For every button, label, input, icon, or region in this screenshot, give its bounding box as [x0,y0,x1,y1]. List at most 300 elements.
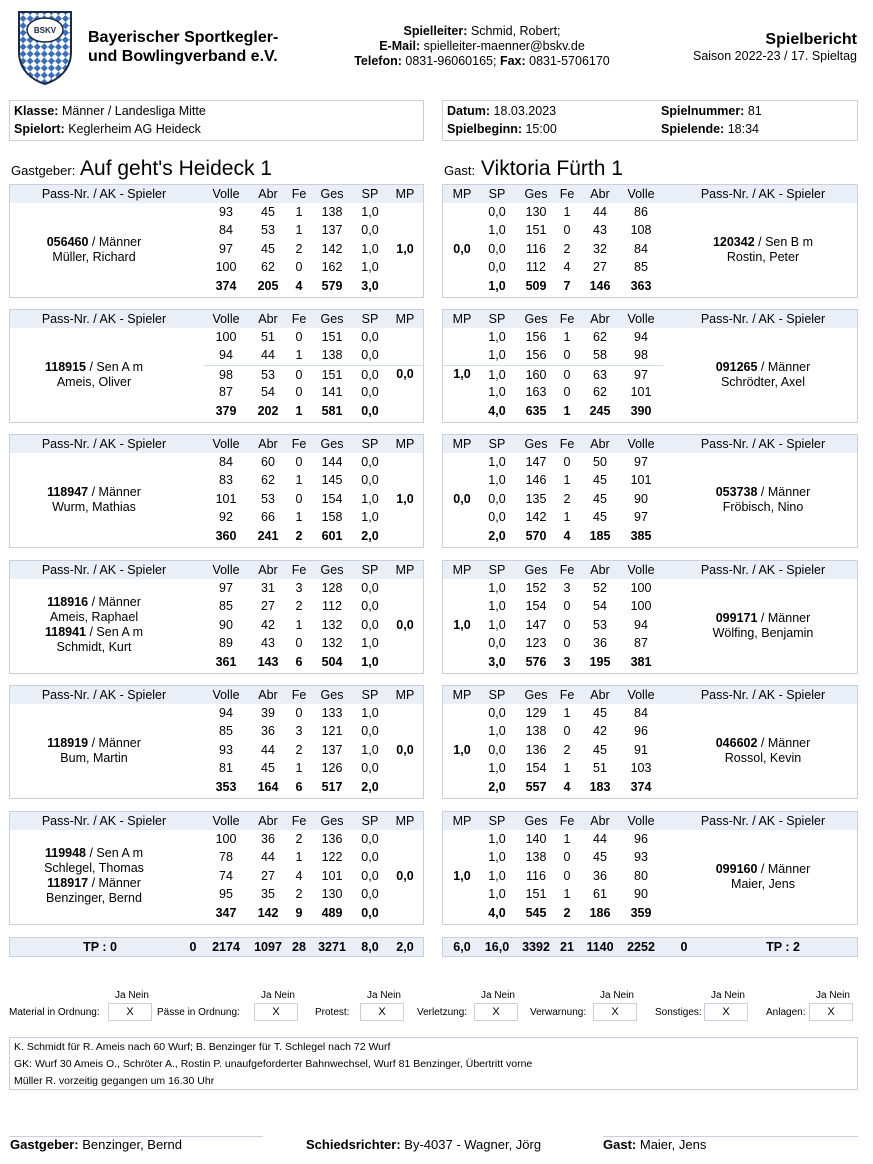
cell-abr: 32 [593,241,607,256]
home-signature-label: Gastgeber: [10,1137,79,1152]
home-game-panel [9,560,424,674]
column-header-player: Pass-Nr. / AK - Spieler [41,688,167,702]
player-block [673,485,853,515]
cell-volle: 97 [634,455,648,469]
phone-value: 0831-96060165; [405,54,497,68]
column-header-sp: SP [361,312,379,326]
cell-volle: 97 [219,581,233,595]
player-pass-line [14,625,174,640]
away-game-panel [442,309,858,423]
cell-ges: 517 [321,779,343,794]
cell-abr: 164 [257,779,279,794]
away-team-name: Viktoria Fürth 1 [480,157,623,180]
cell-volle: 91 [634,742,648,757]
cell-abr: 66 [261,510,275,525]
away-game-panel [442,811,858,925]
cell-ges: 132 [321,617,343,632]
home-game-panel [9,184,424,298]
column-header-volle: Volle [212,437,240,451]
cell-volle: 97 [634,367,648,382]
cell-ges: 581 [321,403,343,418]
cell-fe: 1 [563,403,571,418]
season-label: Saison 2022-23 / 17. Spieltag [692,49,857,63]
cell-sp: 1,0 [488,348,506,363]
player-block [14,595,174,655]
column-header-ges: Ges [320,688,344,702]
column-header-fe: Fe [559,814,575,828]
column-header-volle: Volle [212,563,240,577]
cell-abr: 53 [261,223,275,238]
player-age-class: / Männer [757,611,811,625]
cell-volle: 90 [634,887,648,902]
player-pass-line [14,235,174,250]
remark-line: GK: Wurf 30 Ameis O., Schröter A., Rostin P. unaufgeforderter Bahnwechsel, Wurf 81 Benzinger, Übertritt vorne [14,1058,533,1070]
flag-checkbox[interactable]: X [254,1003,298,1021]
home-total-fe: 28 [292,940,306,954]
player-age-class: / Männer [88,876,141,890]
column-header [10,812,423,830]
match-point-result: 0,0 [453,242,471,256]
home-team-label: Gastgeber: [11,163,76,178]
class-label: Klasse: [14,104,59,118]
score-sum-row [10,402,423,420]
cell-volle: 84 [634,706,648,720]
venue-value: Keglerheim AG Heideck [68,122,201,136]
cell-ges: 154 [525,761,547,776]
cell-fe: 1 [563,706,571,720]
cell-volle: 85 [219,599,233,614]
match-point-result: 0,0 [453,492,471,506]
cell-volle: 361 [215,654,237,669]
cell-abr: 63 [593,367,607,382]
email-value[interactable]: spielleiter-maenner@bskv.de [423,39,585,53]
cell-fe: 0 [295,491,303,506]
column-header-player: Pass-Nr. / AK - Spieler [41,187,167,201]
column-header [443,686,857,704]
column-header [443,310,857,328]
cell-abr: 27 [261,599,275,614]
cell-fe: 1 [295,617,303,632]
player-name: Benzinger, Bernd [46,891,142,905]
cell-ges: 151 [321,330,343,344]
player-age-class: / Männer [757,485,811,499]
flag-yes-no-header: Ja Nein [816,990,850,1001]
venue-label: Spielort: [14,122,65,136]
cell-volle: 98 [219,367,233,382]
player-age-class: / Sen A m [86,846,143,860]
cell-volle: 360 [215,528,237,543]
cell-abr: 62 [593,330,607,344]
player-pass-number: 053738 [715,485,758,499]
away-total-tp: TP : 2 [766,940,800,954]
column-header-fe: Fe [291,814,307,828]
cell-ges: 138 [525,724,547,739]
cell-sp: 0,0 [361,330,379,344]
cell-sp: 1,0 [488,367,506,382]
cell-sp: 0,0 [488,491,506,506]
cell-abr: 35 [261,887,275,902]
cell-volle: 90 [634,491,648,506]
column-header [10,185,423,203]
column-header-ges: Ges [320,187,344,201]
column-header-player: Pass-Nr. / AK - Spieler [41,312,167,326]
player-age-class: / Männer [88,485,141,499]
cell-volle: 100 [215,832,237,846]
cell-volle: 93 [219,205,233,219]
cell-volle: 93 [219,742,233,757]
contact-block [300,24,664,69]
end-label: Spielende: [661,122,725,136]
cell-volle: 374 [215,278,237,293]
column-header-fe: Fe [559,563,575,577]
column-header-ges: Ges [524,688,548,702]
player-pass-number: 099160 [715,862,758,876]
match-point-result: 1,0 [396,492,414,506]
flag-checkbox[interactable]: X [809,1003,853,1021]
cell-fe: 7 [563,278,571,293]
home-total-sp: 8,0 [361,940,379,954]
away-totals-bar [442,937,858,957]
away-game-panel [442,434,858,548]
player-age-class: / Sen A m [86,625,143,639]
cell-sp: 2,0 [361,779,379,794]
cell-abr: 44 [261,348,275,363]
cell-volle: 385 [630,528,652,543]
flag-label: Verletzung: [417,1007,468,1018]
cell-fe: 2 [563,742,571,757]
column-header-abr: Abr [258,814,278,828]
cell-ges: 160 [525,367,547,382]
player-pass-number: 119948 [44,846,87,860]
cell-ges: 137 [321,742,343,757]
home-game-panel [9,811,424,925]
cell-ges: 579 [321,278,343,293]
column-header-fe: Fe [559,312,575,326]
cell-volle: 100 [630,581,652,595]
phone-label: Telefon: [354,54,402,68]
cell-volle: 101 [630,473,652,488]
cell-ges: 132 [321,636,343,651]
match-number-label: Spielnummer: [661,104,745,118]
column-header-sp: SP [488,688,506,702]
cell-abr: 186 [589,905,611,920]
player-pass-line [14,485,174,500]
cell-volle: 84 [219,455,233,469]
column-header-abr: Abr [590,437,610,451]
cell-ges: 152 [525,581,547,595]
score-sum-row [10,904,423,922]
column-header-ges: Ges [320,312,344,326]
column-header-player: Pass-Nr. / AK - Spieler [700,563,826,577]
cell-volle: 80 [634,868,648,883]
cell-ges: 489 [321,905,343,920]
cell-ges: 112 [526,260,546,275]
player-name: Ameis, Oliver [56,375,132,389]
cell-abr: 53 [593,617,607,632]
column-header [443,185,857,203]
column-header-player: Pass-Nr. / AK - Spieler [700,187,826,201]
cell-fe: 0 [563,385,571,400]
column-header-abr: Abr [258,187,278,201]
column-header [10,435,423,453]
cell-ges: 151 [321,367,343,382]
cell-fe: 1 [563,832,571,846]
column-header-sp: SP [361,814,379,828]
cell-ges: 145 [321,473,343,488]
player-block [673,360,853,390]
away-team-label: Gast: [444,163,476,178]
column-header [443,561,857,579]
referee-signature [306,1137,541,1153]
cell-ges: 130 [525,205,547,219]
cell-ges: 133 [321,706,343,720]
flag-checkbox[interactable]: X [593,1003,637,1021]
cell-sp: 0,0 [488,742,506,757]
cell-ges: 504 [321,654,343,669]
column-header-ges: Ges [320,814,344,828]
cell-ges: 130 [321,887,343,902]
cell-fe: 0 [563,636,571,651]
column-header-sp: SP [488,563,506,577]
cell-abr: 44 [261,850,275,865]
cell-volle: 94 [219,348,233,363]
score-sum-row [443,277,857,295]
player-block [673,235,853,265]
column-header-abr: Abr [590,187,610,201]
cell-fe: 1 [295,473,303,488]
column-header-sp: SP [361,187,379,201]
cell-ges: 601 [321,528,343,543]
cell-sp: 1,0 [488,223,506,238]
cell-abr: 143 [257,654,279,669]
home-totals-bar [9,937,424,957]
player-pass-number: 118941 [44,625,87,639]
player-block [14,846,174,906]
cell-ges: 101 [321,868,343,883]
cell-ges: 137 [321,223,343,238]
cell-ges: 138 [321,348,343,363]
column-header-fe: Fe [291,312,307,326]
away-total-fe: 21 [560,940,574,954]
cell-volle: 90 [219,617,233,632]
cell-sp: 0,0 [361,348,379,363]
cell-ges: 116 [526,241,546,256]
flag-yes-no-header: Ja Nein [600,990,634,1001]
cell-ges: 138 [321,205,343,219]
cell-sp: 0,0 [361,887,379,902]
cell-abr: 43 [593,223,607,238]
score-sum-row [443,778,857,796]
column-header-ges: Ges [524,187,548,201]
cell-sp: 2,0 [488,528,506,543]
cell-fe: 1 [295,205,303,219]
score-row [10,203,423,221]
cell-fe: 2 [295,528,303,543]
cell-abr: 45 [261,205,275,219]
column-header-player: Pass-Nr. / AK - Spieler [41,563,167,577]
cell-ges: 545 [525,905,547,920]
cell-sp: 2,0 [488,779,506,794]
column-header-volle: Volle [627,187,655,201]
column-header-abr: Abr [258,688,278,702]
column-header-mp: MP [452,688,472,702]
cell-fe: 1 [295,223,303,238]
cell-volle: 84 [219,223,233,238]
start-label: Spielbeginn: [447,122,522,136]
cell-sp: 1,0 [488,617,506,632]
cell-volle: 96 [634,832,648,846]
start-value: 15:00 [525,122,557,136]
flag-checkbox[interactable]: X [108,1003,152,1021]
cell-sp: 1,0 [488,887,506,902]
column-header-player: Pass-Nr. / AK - Spieler [700,688,826,702]
match-point-result: 1,0 [453,743,471,757]
column-header-volle: Volle [627,688,655,702]
cell-volle: 94 [634,617,648,632]
cell-ges: 140 [525,832,547,846]
cell-abr: 195 [589,654,611,669]
column-header [10,561,423,579]
cell-fe: 0 [563,599,571,614]
away-total-zero: 0 [680,940,688,954]
cell-sp: 0,0 [361,455,379,469]
cell-sp: 0,0 [361,905,379,920]
player-pass-number: 120342 [712,235,755,249]
player-name: Wölfing, Benjamin [712,626,814,640]
column-header-sp: SP [361,563,379,577]
score-sum-row [10,778,423,796]
cell-fe: 1 [563,473,571,488]
cell-abr: 51 [261,330,275,344]
player-pass-line [673,611,853,626]
player-name: Schlegel, Thomas [44,861,144,875]
cell-fe: 4 [563,528,571,543]
cell-fe: 0 [563,617,571,632]
cell-sp: 0,0 [488,205,506,219]
cell-sp: 1,0 [361,241,379,256]
flag-checkbox[interactable]: X [360,1003,404,1021]
cell-sp: 0,0 [488,241,506,256]
home-game-panel [9,685,424,799]
cell-volle: 347 [215,905,237,920]
cell-ges: 158 [321,510,343,525]
player-pass-number: 056460 [46,235,89,249]
cell-sp: 0,0 [361,403,379,418]
column-header-mp: MP [395,437,415,451]
column-header-sp: SP [488,187,506,201]
player-age-class: / Männer [88,595,141,609]
cell-volle: 101 [215,491,237,506]
away-total-mp: 6,0 [453,940,471,954]
home-team-name: Auf geht's Heideck 1 [80,157,272,180]
home-total-mp: 2,0 [396,940,414,954]
cell-volle: 353 [215,779,237,794]
flag-checkbox[interactable]: X [704,1003,748,1021]
cell-abr: 36 [593,636,607,651]
match-point-result: 1,0 [453,367,471,381]
cell-fe: 6 [295,654,303,669]
cell-abr: 27 [261,868,275,883]
column-header-volle: Volle [627,814,655,828]
player-pass-number: 118917 [47,876,89,890]
match-time-box [442,100,858,141]
column-header-mp: MP [395,312,415,326]
home-game-panel [9,434,424,548]
player-name: Rostin, Peter [726,250,800,264]
column-header-fe: Fe [559,688,575,702]
score-row [443,704,857,722]
cell-sp: 0,0 [488,636,506,651]
cell-abr: 45 [593,742,607,757]
cell-fe: 0 [295,385,303,400]
player-name: Wurm, Mathias [52,500,136,514]
cell-fe: 2 [563,241,571,256]
cell-fe: 0 [563,868,571,883]
player-pass-line [673,235,853,250]
column-header-volle: Volle [627,312,655,326]
cell-sp: 1,0 [488,330,506,344]
column-header-sp: SP [488,437,506,451]
match-point-result: 0,0 [396,618,414,632]
cell-abr: 45 [593,473,607,488]
player-name: Rossol, Kevin [724,751,802,765]
cell-sp: 1,0 [488,385,506,400]
flag-checkbox[interactable]: X [474,1003,518,1021]
player-name: Ameis, Raphael [49,610,139,624]
column-header-ges: Ges [524,814,548,828]
cell-abr: 61 [593,887,607,902]
cell-sp: 1,0 [488,850,506,865]
fax-value: 0831-5706170 [529,54,610,68]
column-header-abr: Abr [590,814,610,828]
cell-abr: 185 [589,528,611,543]
player-name: Maier, Jens [731,877,795,891]
cell-ges: 557 [525,779,547,794]
column-header-fe: Fe [291,187,307,201]
cell-abr: 245 [589,403,611,418]
cell-ges: 128 [321,581,343,595]
cell-volle: 86 [634,205,648,219]
cell-sp: 1,0 [488,278,506,293]
cell-abr: 36 [593,868,607,883]
cell-volle: 78 [219,850,233,865]
cell-volle: 100 [215,260,237,275]
cell-sp: 1,0 [488,724,506,739]
column-header-mp: MP [452,312,472,326]
cell-abr: 44 [593,832,607,846]
flag-label: Protest: [315,1007,350,1018]
column-header-player: Pass-Nr. / AK - Spieler [700,437,826,451]
player-age-class: / Männer [88,235,142,249]
flag-label: Verwarnung: [530,1007,587,1018]
logo-text: BSKV [33,26,57,35]
association-name-line2: und Bowlingverband e.V. [88,48,278,65]
email-label: E-Mail: [379,39,421,53]
cell-volle: 87 [219,385,233,400]
cell-ges: 138 [525,850,547,865]
cell-fe: 0 [563,724,571,739]
score-sum-row [443,402,857,420]
cell-fe: 4 [563,260,571,275]
column-header-player: Pass-Nr. / AK - Spieler [700,814,826,828]
away-game-panel [442,184,858,298]
cell-abr: 241 [257,528,279,543]
column-header [10,310,423,328]
cell-sp: 0,0 [361,385,379,400]
cell-ges: 156 [525,348,547,363]
cell-fe: 2 [295,887,303,902]
cell-sp: 0,0 [361,367,379,382]
